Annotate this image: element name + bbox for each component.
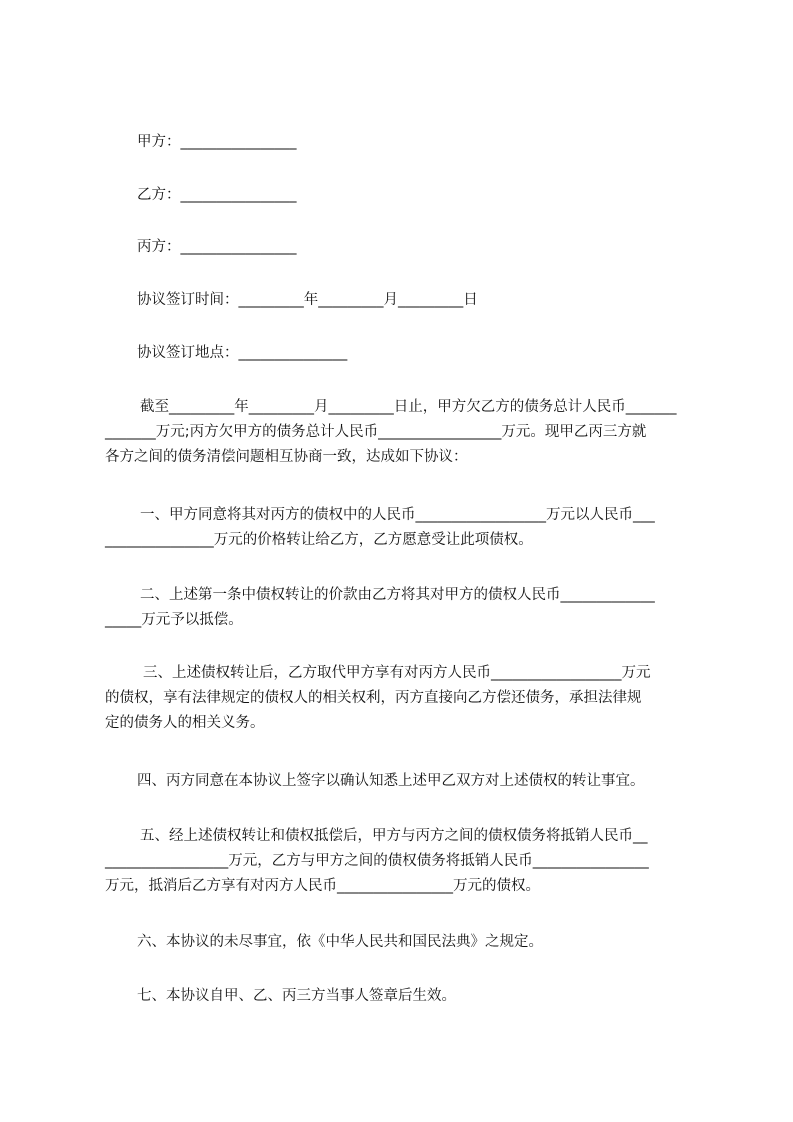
preamble-line-3: 各方之间的债务清偿问题相互协商一致，达成如下协议： [105, 449, 468, 465]
clause-6: 六、本协议的未尽事宜，依《中华人民共和国民法典》之规定。 [137, 934, 543, 950]
clause-5-line-1: 五、经上述债权转让和债权抵偿后，甲方与丙方之间的债权债务将抵销人民币__ [140, 828, 648, 844]
clause-3-line-3: 定的债务人的相关义务。 [105, 715, 265, 731]
clause-2-line-2: _____万元予以抵偿。 [105, 612, 243, 628]
clause-1-line-2: _______________万元的价格转让给乙方，乙方愿意受让此项债权。 [105, 532, 533, 548]
party-a-field: 甲方：________________ [137, 134, 297, 150]
party-c-field: 丙方：________________ [137, 239, 297, 255]
clause-2-line-1: 二、上述第一条中债权转让的价款由乙方将其对甲方的债权人民币_____________ [140, 587, 655, 603]
clause-1 [105, 505, 705, 550]
preamble-line-1: 截至_________年_________月_________日止，甲方欠乙方的债务总计人民币_______ [140, 399, 677, 415]
clause-2 [105, 585, 705, 630]
party-b-field: 乙方：________________ [137, 187, 297, 203]
preamble-paragraph [105, 397, 705, 467]
sign-place-field: 协议签订地点：_______________ [137, 345, 348, 361]
sign-date-field: 协议签订时间：_________年_________月_________日 [137, 292, 478, 308]
clause-4: 四、丙方同意在本协议上签字以确认知悉上述甲乙双方对上述债权的转让事宜。 [137, 773, 645, 789]
preamble-line-2: _______万元;丙方欠甲方的债务总计人民币_________________万元。现甲乙丙三方就 [105, 424, 647, 440]
clause-3-line-1: 三、上述债权转让后，乙方取代甲方享有对丙方人民币__________________万元 [143, 665, 651, 681]
clause-5-line-3: 万元，抵消后乙方享有对丙方人民币________________万元的债权。 [105, 878, 540, 894]
clause-3 [105, 663, 705, 733]
clause-5 [105, 826, 705, 896]
clause-1-line-1: 一、甲方同意将其对丙方的债权中的人民币__________________万元以人民币___ [140, 507, 655, 523]
clause-5-line-2: _________________万元，乙方与甲方之间的债权债务将抵销人民币________________ [105, 853, 649, 869]
clause-3-line-2: 的债权，享有法律规定的债权人的相关权利，丙方直接向乙方偿还债务，承担法律规 [105, 690, 642, 706]
clause-7: 七、本协议自甲、乙、丙三方当事人签章后生效。 [137, 988, 456, 1004]
